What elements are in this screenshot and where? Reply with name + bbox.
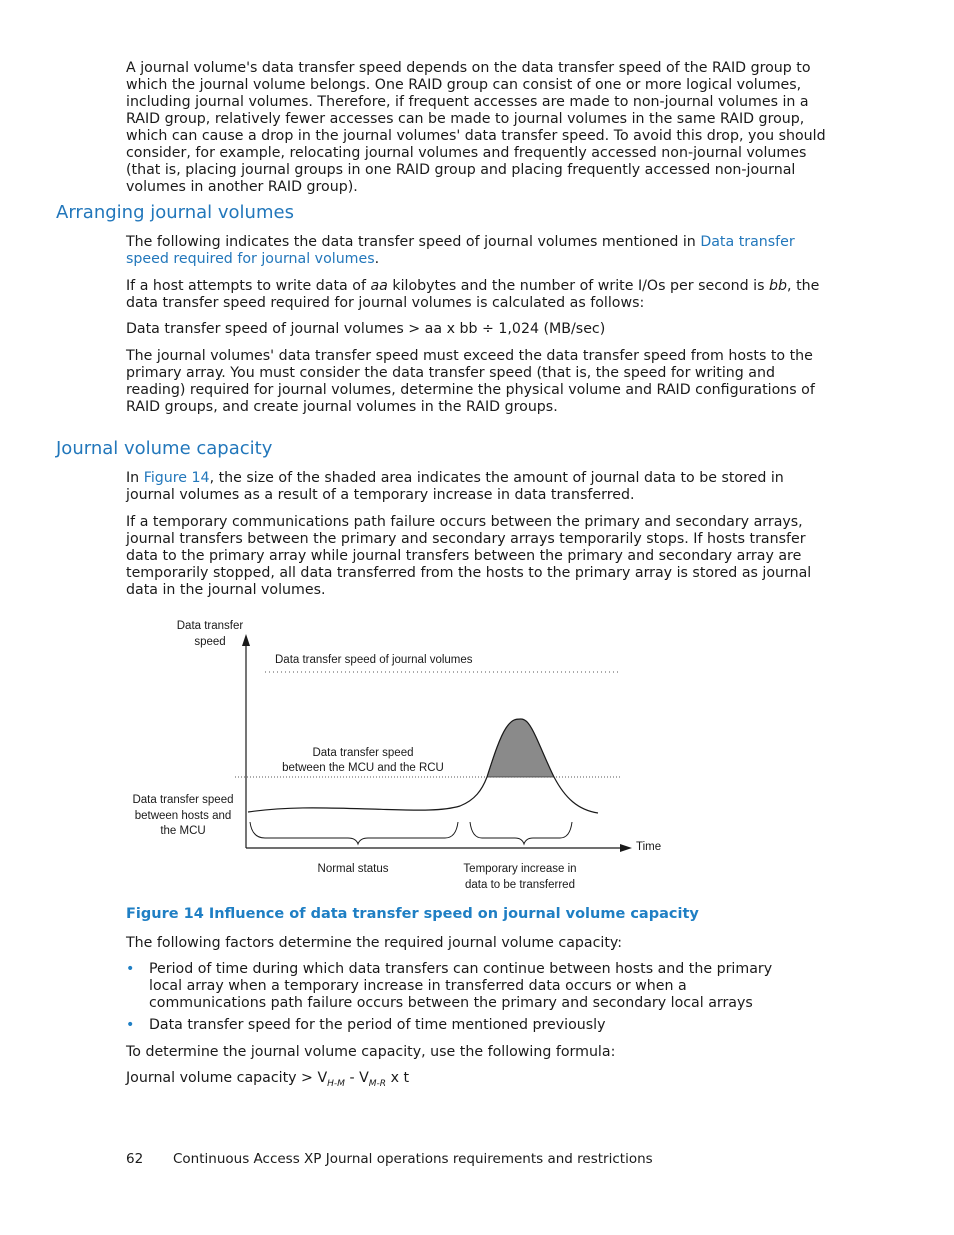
arranging-paragraph-3: The journal volumes' data transfer speed must exceed the data transfer speed from hosts to the primary array. You must consider the data transfer speed (that is, the speed for writing and reading) required for journal volumes, determine the physical volume and RAID configurations of RAID groups, and create journal volumes in the RAID groups. — [126, 348, 815, 415]
list-item — [126, 961, 806, 1013]
journal-speed-label: Data transfer speed of journal volumes — [275, 654, 473, 666]
hosts-label-line2: between hosts and — [134, 810, 232, 822]
x-axis-label: Time — [636, 841, 662, 853]
list-item-text: Period of time during which data transfers can continue between hosts and the primary local array when a temporary increase in transferred data occurs or when a communications path failure occurs between the primary and secondary local arrays — [149, 961, 773, 1011]
bullet-icon: • — [126, 1017, 135, 1033]
variable-aa: aa — [370, 278, 388, 294]
text-span: The following indicates the data transfer speed of journal volumes mentioned in — [126, 234, 701, 250]
text-span: , the data transfer speed required for journal volumes is calculated as follows: — [126, 278, 820, 311]
text-span: kilobytes and the number of write I/Os per second is — [387, 278, 770, 294]
subscript-m-r: M-R — [368, 1078, 387, 1089]
text-span: If a host attempts to write data of — [126, 278, 371, 294]
mcu-rcu-label-line1: Data transfer speed — [312, 747, 414, 759]
temporary-increase-label-line1: Temporary increase in — [463, 863, 577, 875]
link-data-transfer-speed[interactable]: Data transfer speed required for journal volumes — [126, 234, 795, 267]
formula-intro: To determine the journal volume capacity, use the following formula: — [126, 1044, 616, 1060]
hosts-label-line1: Data transfer speed — [132, 794, 234, 806]
text-span: , the size of the shaded area indicates the amount of journal data to be stored in journal volumes as a result of a temporary increase in data transferred. — [126, 470, 784, 503]
hosts-label-line3: the MCU — [160, 825, 206, 837]
figure-caption: Figure 14 Influence of data transfer speed on journal volume capacity — [126, 906, 699, 922]
text-span: - V — [344, 1070, 369, 1086]
y-axis-label-line2: speed — [194, 636, 226, 648]
intro-paragraph: A journal volume's data transfer speed depends on the data transfer speed of the RAID group to which the journal volume belongs. One RAID group can consist of one or more logical volumes, including journal volumes. Therefore, if frequent accesses are made to non-journal volumes in a RAID group, relatively fewer accesses can be made to journal volumes in the same RAID group, which can cause a drop in the journal volumes' data transfer speed. To avoid this drop, you should consider, for example, relocating journal volumes and frequently accessed non-journal volumes (that is, placing journal groups in one RAID group and placing frequently accessed non-journal volumes in another RAID group). — [126, 60, 826, 195]
normal-status-brace — [250, 822, 458, 844]
text-span: In — [126, 470, 144, 486]
footer-title: Continuous Access XP Journal operations requirements and restrictions — [173, 1151, 653, 1167]
list-item — [126, 1017, 806, 1035]
mcu-rcu-label-line2: between the MCU and the RCU — [282, 762, 444, 774]
arranging-paragraph-2 — [126, 278, 836, 312]
capacity-formula — [126, 1070, 836, 1093]
capacity-paragraph-1 — [126, 470, 836, 504]
text-span: . — [374, 251, 380, 267]
factors-intro: The following factors determine the required journal volume capacity: — [126, 935, 623, 951]
y-axis-arrow — [242, 634, 250, 646]
speed-formula: Data transfer speed of journal volumes > aa x bb ÷ 1,024 (MB/sec) — [126, 321, 606, 337]
link-figure-14[interactable]: Figure 14 — [143, 470, 210, 486]
variable-bb: bb — [769, 278, 788, 294]
arranging-paragraph-1 — [126, 234, 836, 268]
text-span: Journal volume capacity > V — [126, 1070, 328, 1086]
capacity-paragraph-2: If a temporary communications path failure occurs between the primary and secondary arrays, journal transfers between the primary and secondary arrays temporarily stops. If hosts transfer data to the primary array while journal transfers between the primary and secondary array are temporarily stopped, all data transferred from the hosts to the primary array is stored as journal data in the journal volumes. — [126, 514, 812, 598]
bullet-icon: • — [126, 961, 135, 977]
figure-14-diagram — [120, 600, 680, 900]
x-axis-arrow — [620, 844, 632, 852]
section-heading-capacity: Journal volume capacity — [56, 438, 273, 459]
page-number: 62 — [126, 1151, 144, 1167]
list-item-text: Data transfer speed for the period of time mentioned previously — [149, 1017, 606, 1033]
section-heading-arranging: Arranging journal volumes — [56, 202, 294, 223]
normal-status-label: Normal status — [317, 863, 389, 875]
text-span: x t — [386, 1070, 410, 1086]
subscript-h-m: H-M — [327, 1078, 345, 1089]
temporary-increase-brace — [470, 822, 572, 844]
temporary-increase-label-line2: data to be transferred — [465, 879, 575, 891]
y-axis-label-line1: Data transfer — [176, 620, 244, 632]
